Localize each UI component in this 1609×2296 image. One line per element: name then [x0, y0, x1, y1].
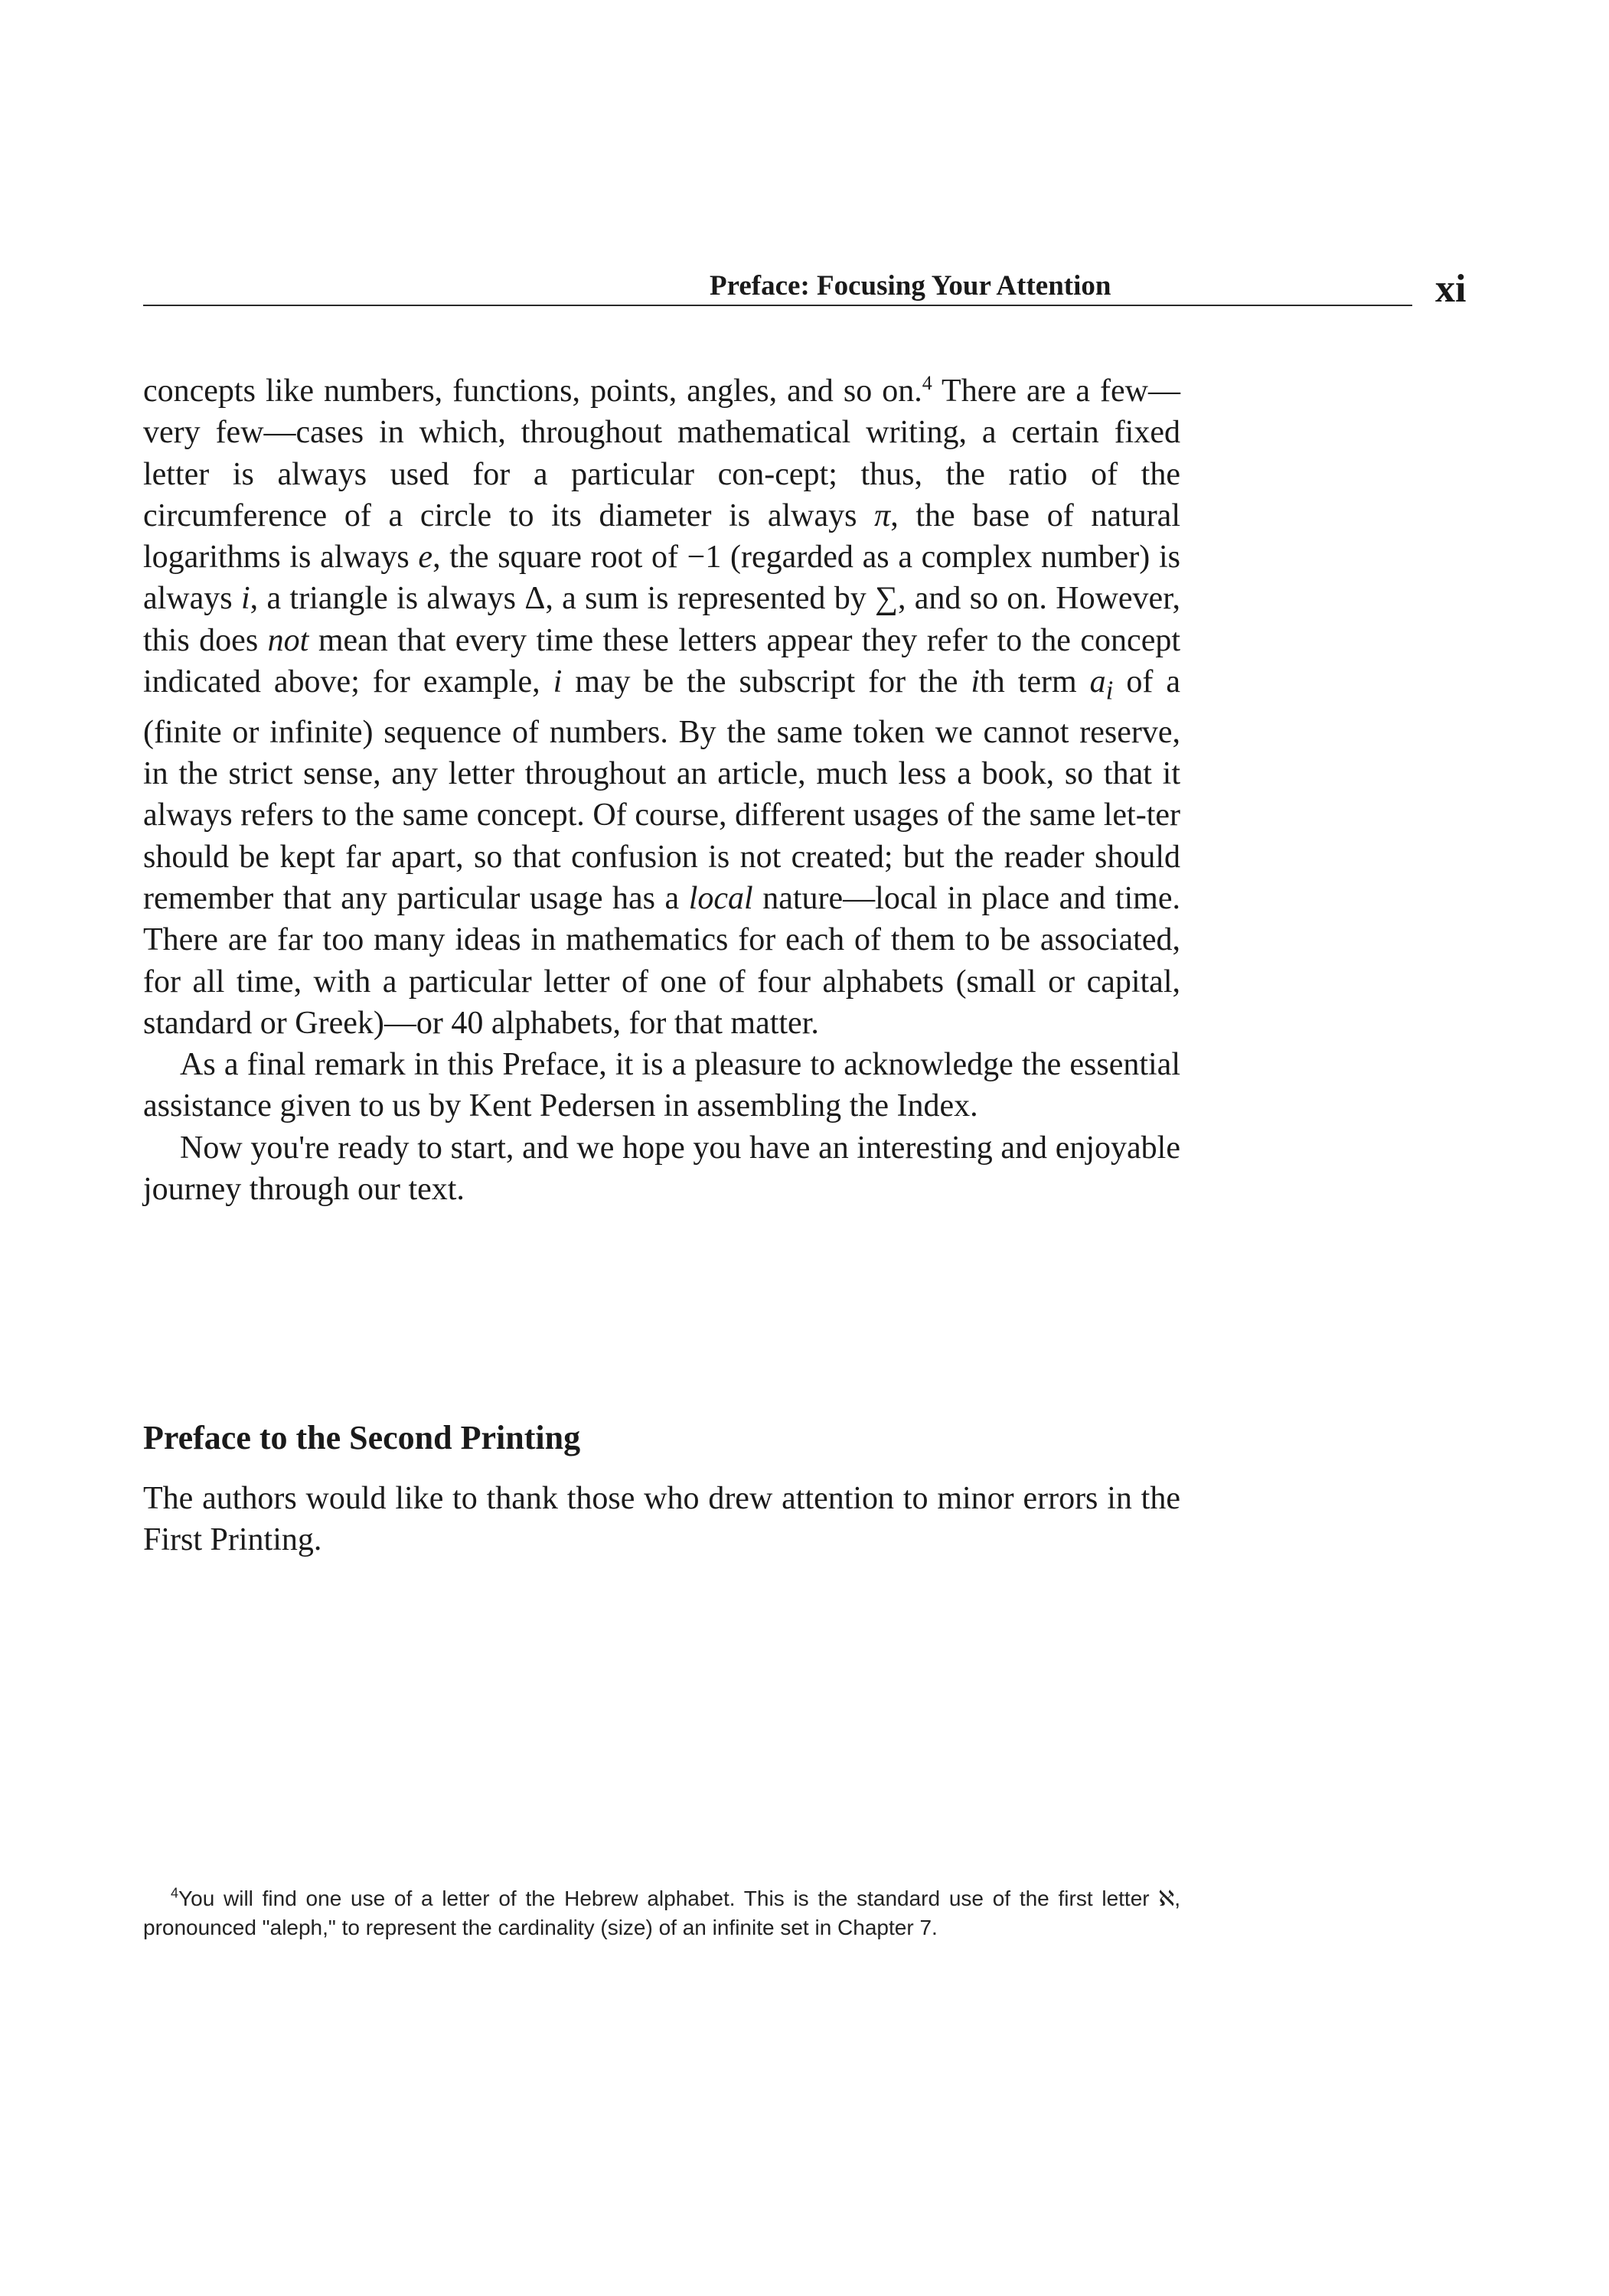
- pi-symbol: π: [874, 497, 891, 533]
- footnote-marker: 4: [171, 1885, 179, 1901]
- paragraph-acknowledgement: As a final remark in this Preface, it is a pleasure to acknowledge the essential assistance given to us by Kent Pedersen in assembling the Index.: [143, 1047, 1180, 1124]
- paragraph-notation: [143, 370, 1180, 1044]
- footnote: [143, 1884, 1180, 1942]
- paragraph-second-printing: The authors would like to thank those who drew attention to minor errors in the First Printing.: [143, 1481, 1180, 1558]
- text-run: th term: [980, 664, 1090, 700]
- header-rule: [143, 305, 1412, 306]
- text-run: There are a few—very few—cases in which, throughout mathematical writing, a certain fixed letter is always used for a particular con-cept; thus, the ratio of the circumference of a circle to its diameter is always: [143, 373, 1180, 533]
- text-run: concepts like numbers, functions, points, angles, and so on.: [143, 373, 922, 409]
- text-run: , the square root of −1 (regarded as a complex number) is always: [143, 540, 1180, 617]
- text-run: may be the subscript for the: [562, 664, 971, 700]
- text-run: , the base of natural logarithms is always: [143, 497, 1180, 576]
- e-symbol: e: [418, 540, 433, 576]
- footnote-text: You will find one use of a letter of the Hebrew alphabet. This is the standard use of the first letter ℵ, pronounced "aleph," to represent the cardinality (size) of an infinite set in Chapter 7.: [143, 1887, 1180, 1939]
- running-header: [143, 267, 1467, 311]
- a-symbol: a: [1089, 664, 1106, 700]
- text-run: , a triangle is always Δ, a sum is represented by ∑, and so on. However, this does: [143, 581, 1181, 658]
- i-subscript: i: [1105, 675, 1114, 706]
- i-symbol: i: [553, 664, 563, 700]
- section-heading-second-printing: Preface to the Second Printing: [143, 1419, 581, 1456]
- emphasis-local: local: [688, 880, 753, 916]
- text-run: mean that every time these letters appear they refer to the concept indicated above; for example,: [143, 622, 1180, 700]
- text-run: of a (finite or infinite) sequence of numbers. By the same token we cannot reserve, in the strict sense, any letter throughout an article, much less a book, so that it always refers to the same concept. Of course, different usages of the same let-ter should be kept far apart, so that confusion is not created; but the reader should remember that any particular usage has a: [143, 664, 1181, 916]
- running-title: Preface: Focusing Your Attention: [710, 270, 1111, 302]
- page-number: xi: [1435, 267, 1467, 311]
- i-symbol: i: [971, 664, 981, 700]
- footnote-reference: 4: [922, 372, 932, 394]
- i-symbol: i: [240, 581, 250, 617]
- paragraph-ready: Now you're ready to start, and we hope you have an interesting and enjoyable journey through our text.: [143, 1130, 1180, 1208]
- section-body-second-printing: [143, 1478, 1180, 1561]
- body-text: [143, 370, 1180, 1210]
- emphasis-not: not: [267, 622, 309, 658]
- text-run: nature—local in place and time. There are far too many ideas in mathematics for each of them to be associated, for all time, with a particular letter of one of four alphabets (small or capital, standard or Greek)—or 40 alphabets, for that matter.: [143, 880, 1180, 1041]
